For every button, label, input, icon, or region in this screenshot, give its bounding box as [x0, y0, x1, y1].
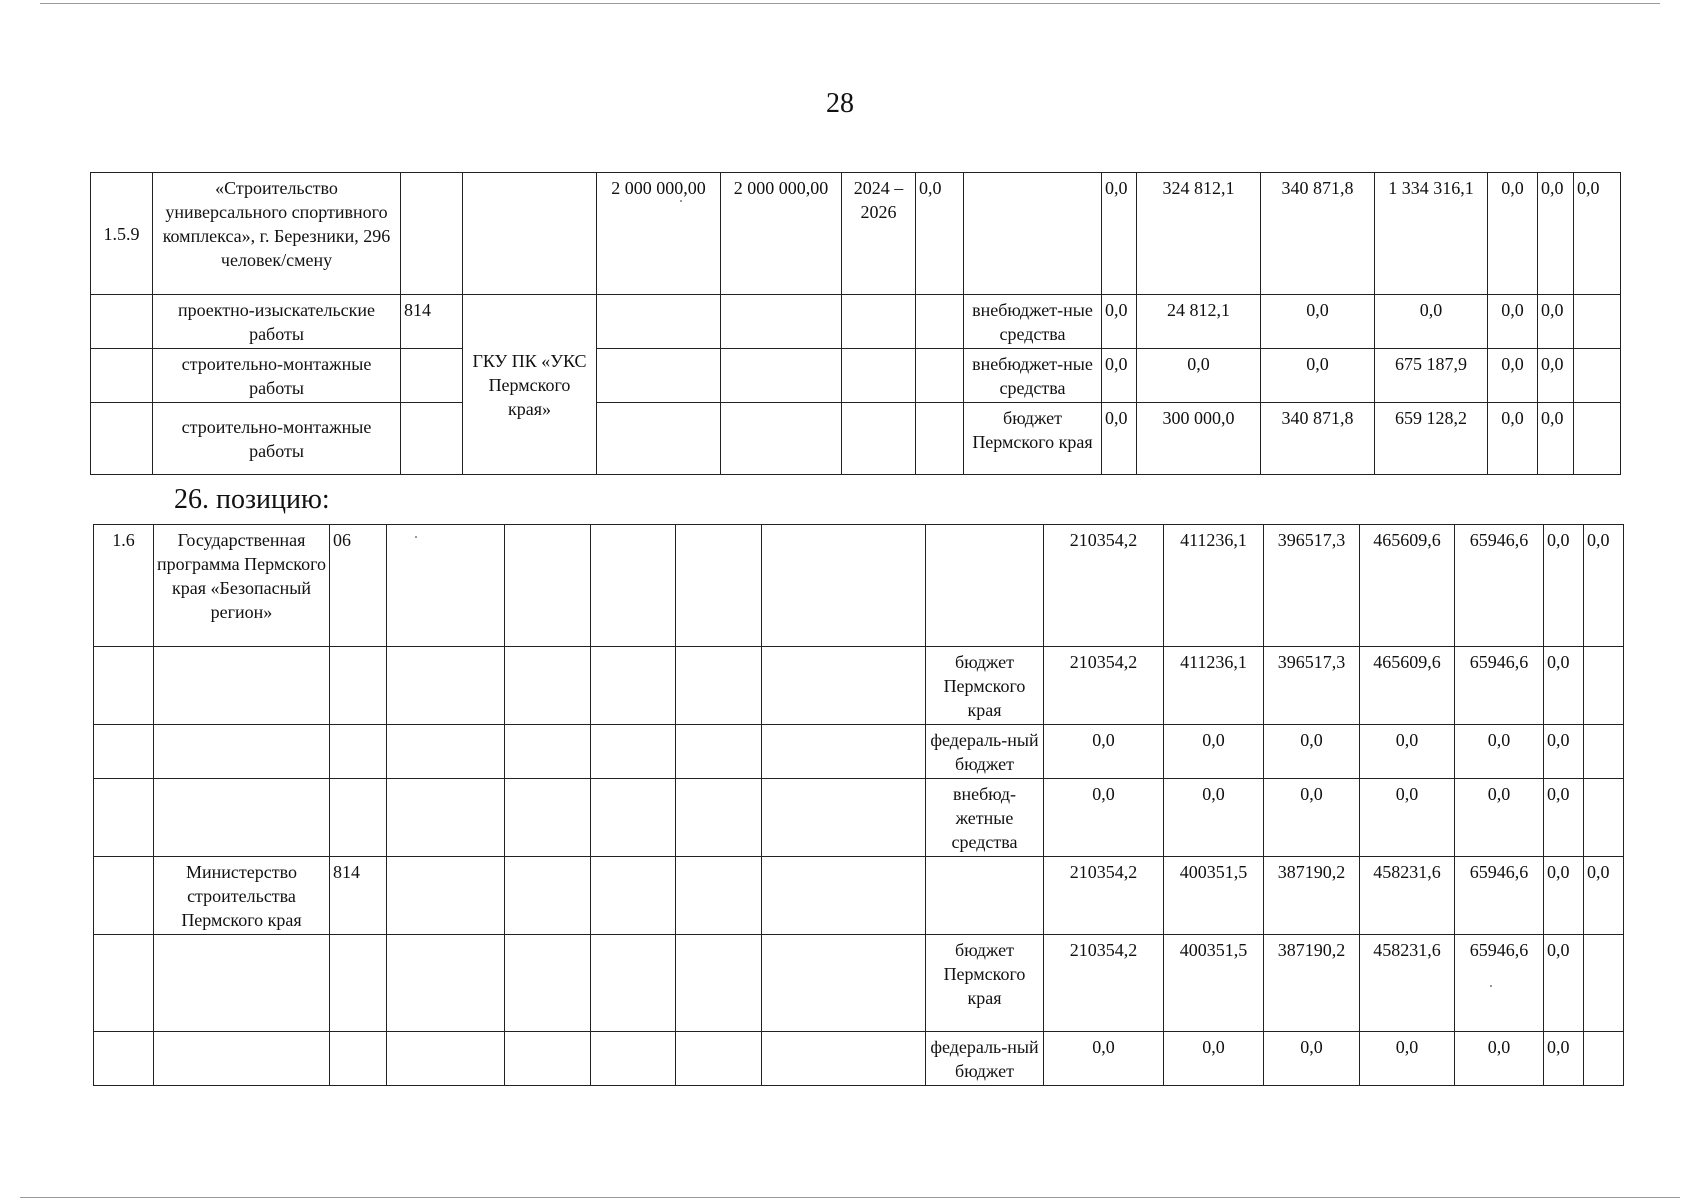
value-cell: 675 187,9 — [1375, 349, 1488, 403]
grbs-cell: 814 — [401, 295, 463, 349]
table-row — [94, 525, 1624, 647]
years-cell — [842, 295, 916, 349]
value-cell: 465609,6 — [1360, 647, 1455, 725]
value-cell: 0,0 — [1360, 725, 1455, 779]
empty-cell — [591, 725, 676, 779]
program-name — [154, 779, 330, 857]
value-cell — [1584, 647, 1624, 725]
position-heading: 26. позицию: — [174, 484, 330, 515]
value-cell: 324 812,1 — [1137, 173, 1261, 295]
empty-cell — [387, 857, 505, 935]
value-cell: 400351,5 — [1164, 857, 1264, 935]
value-cell — [1584, 1032, 1624, 1086]
empty-cell — [762, 525, 926, 647]
grbs-cell — [330, 725, 387, 779]
row-code — [94, 725, 154, 779]
value-cell: 340 871,8 — [1261, 173, 1375, 295]
empty-cell — [387, 725, 505, 779]
empty-cell — [505, 857, 591, 935]
value-cell: 0,0 — [1261, 295, 1375, 349]
value-cell: 0,0 — [1488, 173, 1538, 295]
value-cell: 0,0 — [1544, 779, 1584, 857]
value-cell — [1574, 295, 1621, 349]
value-cell: 387190,2 — [1264, 935, 1360, 1032]
empty-cell — [387, 779, 505, 857]
value-cell: 0,0 — [1264, 779, 1360, 857]
object-name: «Строительство универсального спортивного комплекса», г. Березники, 296 человек/смену — [153, 173, 401, 295]
value-cell: 65946,6 — [1455, 525, 1544, 647]
cost-cell — [597, 295, 721, 349]
row-code — [94, 647, 154, 725]
years-cell — [842, 403, 916, 475]
source-cell: федераль-ный бюджет — [926, 1032, 1044, 1086]
value-cell: 65946,6 — [1455, 857, 1544, 935]
source-cell — [926, 857, 1044, 935]
empty-cell — [762, 935, 926, 1032]
value-cell: 340 871,8 — [1261, 403, 1375, 475]
empty-cell — [676, 1032, 762, 1086]
value-cell — [1574, 349, 1621, 403]
table-row — [94, 725, 1624, 779]
table-row — [94, 935, 1624, 1032]
value-cell: 0,0 — [1455, 779, 1544, 857]
program-name — [154, 725, 330, 779]
empty-cell — [387, 525, 505, 647]
value-cell: 210354,2 — [1044, 935, 1164, 1032]
grbs-cell: 06 — [330, 525, 387, 647]
executor-cell — [463, 173, 597, 295]
empty-cell — [762, 647, 926, 725]
table-row — [94, 779, 1624, 857]
empty-cell — [762, 1032, 926, 1086]
value-cell: 0,0 — [1044, 1032, 1164, 1086]
value-cell: 0,0 — [1538, 349, 1574, 403]
empty-cell — [387, 647, 505, 725]
value-cell: 0,0 — [1264, 725, 1360, 779]
value-cell: 396517,3 — [1264, 647, 1360, 725]
value-cell: 0,0 — [1544, 725, 1584, 779]
value-cell: 0,0 — [1164, 725, 1264, 779]
empty-cell — [387, 935, 505, 1032]
value-cell: 0,0 — [1544, 525, 1584, 647]
row-code — [94, 857, 154, 935]
value-cell: 0,0 — [1455, 725, 1544, 779]
cost-cell: 2 000 000,00 — [721, 173, 842, 295]
grbs-cell — [401, 349, 463, 403]
grbs-cell: 814 — [330, 857, 387, 935]
source-cell: внебюд-жетные средства — [926, 779, 1044, 857]
empty-cell — [505, 525, 591, 647]
grbs-cell — [330, 1032, 387, 1086]
cost-cell — [721, 349, 842, 403]
cost-cell — [721, 295, 842, 349]
value-cell: 65946,6 — [1455, 647, 1544, 725]
row-code — [91, 403, 153, 475]
table-row — [91, 349, 1621, 403]
empty-cell — [676, 935, 762, 1032]
empty-cell — [591, 779, 676, 857]
value-cell: 396517,3 — [1264, 525, 1360, 647]
program-name: Министерство строительства Пермского края — [154, 857, 330, 935]
row-code — [91, 295, 153, 349]
source-cell: внебюджет-ные средства — [964, 349, 1102, 403]
work-type: строительно-монтажные работы — [153, 403, 401, 475]
value-cell: 65946,6 — [1455, 935, 1544, 1032]
row-code — [94, 935, 154, 1032]
empty-cell — [762, 779, 926, 857]
value-cell: 387190,2 — [1264, 857, 1360, 935]
value-cell: 210354,2 — [1044, 857, 1164, 935]
scan-edge-bottom — [20, 1197, 1680, 1198]
empty-cell — [591, 857, 676, 935]
value-cell: 458231,6 — [1360, 935, 1455, 1032]
value-cell: 0,0 — [1544, 857, 1584, 935]
value-cell: 0,0 — [1164, 1032, 1264, 1086]
value-cell: 300 000,0 — [1137, 403, 1261, 475]
value-cell: 0,0 — [1102, 173, 1137, 295]
empty-cell — [591, 647, 676, 725]
value-cell: 0,0 — [1544, 935, 1584, 1032]
table-row — [91, 173, 1621, 295]
source-cell: внебюджет-ные средства — [964, 295, 1102, 349]
value-cell: 0,0 — [1137, 349, 1261, 403]
value-cell: 411236,1 — [1164, 525, 1264, 647]
row-code: 1.6 — [94, 525, 154, 647]
value-cell — [916, 295, 964, 349]
value-cell — [1574, 403, 1621, 475]
table-row — [94, 857, 1624, 935]
cost-cell — [597, 349, 721, 403]
value-cell: 0,0 — [1584, 525, 1624, 647]
scan-edge-top — [40, 3, 1660, 4]
table-row — [91, 295, 1621, 349]
value-cell: 0,0 — [1360, 779, 1455, 857]
empty-cell — [762, 725, 926, 779]
source-cell: федераль-ный бюджет — [926, 725, 1044, 779]
value-cell: 0,0 — [1538, 173, 1574, 295]
value-cell: 659 128,2 — [1375, 403, 1488, 475]
page-number: 28 — [826, 88, 854, 119]
source-cell — [926, 525, 1044, 647]
table-row — [94, 1032, 1624, 1086]
empty-cell — [505, 1032, 591, 1086]
value-cell: 0,0 — [1164, 779, 1264, 857]
value-cell: 0,0 — [1102, 295, 1137, 349]
grbs-cell — [330, 647, 387, 725]
cost-cell — [597, 403, 721, 475]
value-cell: 458231,6 — [1360, 857, 1455, 935]
value-cell — [916, 349, 964, 403]
value-cell: 0,0 — [1488, 295, 1538, 349]
empty-cell — [762, 857, 926, 935]
empty-cell — [505, 647, 591, 725]
value-cell: 0,0 — [1488, 349, 1538, 403]
program-name — [154, 935, 330, 1032]
program-name — [154, 1032, 330, 1086]
source-cell: бюджет Пермского края — [964, 403, 1102, 475]
value-cell: 465609,6 — [1360, 525, 1455, 647]
source-cell: бюджет Пермского края — [926, 647, 1044, 725]
row-code — [91, 349, 153, 403]
value-cell: 0,0 — [1538, 403, 1574, 475]
value-cell: 400351,5 — [1164, 935, 1264, 1032]
value-cell: 0,0 — [916, 173, 964, 295]
cost-cell — [721, 403, 842, 475]
value-cell: 210354,2 — [1044, 525, 1164, 647]
scan-speck — [415, 536, 417, 538]
grbs-cell — [401, 403, 463, 475]
source-cell — [964, 173, 1102, 295]
empty-cell — [676, 647, 762, 725]
value-cell — [1584, 779, 1624, 857]
program-name — [154, 647, 330, 725]
value-cell: 0,0 — [1455, 1032, 1544, 1086]
value-cell: 1 334 316,1 — [1375, 173, 1488, 295]
source-cell: бюджет Пермского края — [926, 935, 1044, 1032]
value-cell: 0,0 — [1584, 857, 1624, 935]
empty-cell — [591, 525, 676, 647]
row-code — [94, 779, 154, 857]
empty-cell — [676, 779, 762, 857]
value-cell: 411236,1 — [1164, 647, 1264, 725]
value-cell: 0,0 — [1360, 1032, 1455, 1086]
value-cell: 0,0 — [1261, 349, 1375, 403]
years-cell: 2024 – 2026 — [842, 173, 916, 295]
executor-cell: ГКУ ПК «УКС Пермского края» — [463, 295, 597, 475]
empty-cell — [505, 725, 591, 779]
value-cell: 0,0 — [1375, 295, 1488, 349]
empty-cell — [676, 525, 762, 647]
value-cell: 0,0 — [1102, 349, 1137, 403]
value-cell: 0,0 — [1544, 1032, 1584, 1086]
row-code: 1.5.9 — [91, 173, 153, 295]
value-cell: 0,0 — [1102, 403, 1137, 475]
value-cell: 0,0 — [1488, 403, 1538, 475]
value-cell: 0,0 — [1544, 647, 1584, 725]
table-row — [91, 403, 1621, 475]
empty-cell — [676, 857, 762, 935]
empty-cell — [505, 935, 591, 1032]
empty-cell — [387, 1032, 505, 1086]
value-cell — [1584, 935, 1624, 1032]
grbs-cell — [330, 935, 387, 1032]
table-row — [94, 647, 1624, 725]
empty-cell — [591, 935, 676, 1032]
empty-cell — [591, 1032, 676, 1086]
value-cell: 210354,2 — [1044, 647, 1164, 725]
value-cell: 0,0 — [1574, 173, 1621, 295]
grbs-cell — [401, 173, 463, 295]
scan-speck — [680, 200, 682, 202]
value-cell — [1584, 725, 1624, 779]
table-program-1-6 — [93, 524, 1624, 1086]
table-object-1-5-9 — [90, 172, 1621, 475]
value-cell: 0,0 — [1538, 295, 1574, 349]
cost-cell: 2 000 000,00 — [597, 173, 721, 295]
empty-cell — [676, 725, 762, 779]
value-cell: 0,0 — [1264, 1032, 1360, 1086]
value-cell: 0,0 — [1044, 779, 1164, 857]
years-cell — [842, 349, 916, 403]
work-type: проектно-изыскательские работы — [153, 295, 401, 349]
empty-cell — [505, 779, 591, 857]
grbs-cell — [330, 779, 387, 857]
row-code — [94, 1032, 154, 1086]
scan-speck — [1490, 985, 1492, 987]
value-cell — [916, 403, 964, 475]
program-name: Государственная программа Пермского края «Безопасный регион» — [154, 525, 330, 647]
value-cell: 24 812,1 — [1137, 295, 1261, 349]
value-cell: 0,0 — [1044, 725, 1164, 779]
work-type: строительно-монтажные работы — [153, 349, 401, 403]
